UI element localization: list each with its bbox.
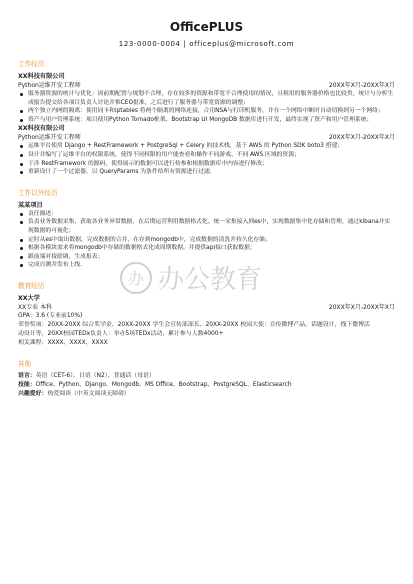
job-bullet: 于涉 RestFramework 的源码，使得展示的数据可以进行传参和根据数据库中内容进行修改； [28,160,395,169]
hobbies-value: 热爱阅读（中英文阅读无障碍） [47,390,130,397]
job-role: Python运维开发工程师 [18,134,81,142]
languages-line [18,372,395,381]
section-title-work: 工作经历 [18,60,45,68]
hobbies-line [18,390,395,399]
job-bullet: 资产与用户管理系统：项目使用Python Tornado框架、Bootstrap UI MongoDB 数据库进行开发，最终实现了资产和用户管理系统； [28,116,395,125]
languages-value: 英语（CET-6），日语（N2），普通话（母语） [35,372,155,379]
candidate-name: OfficePLUS [169,20,244,34]
honors-line-1: 荣誉奖项：20XX-20XX 综合奖学金、20XX-20XX 学生会宣传部部长、20XX-20XX 校园大使：宣传微博产品，话题设计，线下微博活 [18,321,370,328]
project-bullet: 定时从es中取出数据，完成数据的合并，在存到mongodb中，完成数据的清洗并持久化存储； [28,236,395,245]
job-org: XX科技有限公司 [18,73,65,80]
job-period: 20XX年X月-20XX年X月 [328,82,395,89]
section-title-misc: 其他 [18,359,32,368]
job-row [18,81,395,90]
skills-label: 技能： [18,381,36,388]
gpa: GPA：3.6 (专业前10%) [18,312,83,319]
courses: 相关课程：XXXX、XXXX、XXXX [18,339,108,346]
watermark-text: 办公教育 [158,265,263,295]
contact-info: 123-0000-0004 | officeplus@microsoft.com [118,40,295,48]
project-bullet: 责任描述： [28,210,395,219]
languages-label: 语言： [18,372,36,379]
job-bullet: 运维平台使用 Django + RestFramework + PostgreSql + Celery 的技术栈，基于 AWS 的 Python SDK boto3 搭建； [28,142,395,151]
skills-line [18,381,395,390]
job-entry [18,124,395,176]
job-role: Python运维开发工程师 [18,82,81,89]
skills-value: Office、Python、Django、Mongodb、MS Office、Bootstrap、PostgreSQL、Elasticsearch [35,381,292,388]
section-title-other: 工作以外经历 [18,188,58,197]
job-period: 20XX年X月-20XX年X月 [328,134,395,142]
job-row [18,133,395,142]
job-org: XX科技有限公司 [18,125,65,133]
project-bullet: 跟前端对接联调，生成报表； [28,253,395,262]
hobbies-label: 兴趣爱好： [18,390,48,397]
honors-line-2: 动设计等、20XX校园TEDx负责人：举办5场TEDx活动，累计参与人数4000+ [18,330,224,337]
project-bullet: 完成自测并发布上线. [28,261,395,270]
svg-text:办: 办 [127,269,145,288]
job-entry [18,72,395,124]
job-bullet: 服务器资源的统计与优化：因前期配置与规划不合理，存在较多的资源和带宽不合理使用的情况，且租用的服务器价格也比较贵，统计与分析生成报告提交给各项目负责人讨论并推CEO批准，之后进行了服务器与带宽资源的调整； [28,91,394,106]
job-bullets [18,90,395,124]
project-bullets [18,210,395,270]
education-period: 20XX年X月-20XX年X月 [328,303,395,311]
school-name: XX大学 [18,294,40,302]
project-bullet: 根据各模块需求将mongodb中存储的数据格式化成周期数据，并提供api接口获取数据； [28,244,395,253]
project-name: 某某项目 [18,201,43,209]
education-row [18,303,395,312]
job-bullet: 设计并编写了运维平台的权限系统，使得不同权限的用户能查看和操作不同游戏、不同 AWS 区域的资源； [28,151,395,160]
job-bullets [18,142,395,176]
project-bullet: 负责业务数据采集、获取各业务异常数据，在后期运营利用数据格式化、统一采集接入到es中，实现数据集中化存储和管理，通过kibana并实现数据的可视化； [28,218,395,235]
job-bullet: 两个独立内网的隔离：使用同卡和iptables 将两个隔离的网络连接，合用NSA与打印机服务，并在一个网络中断时自动切换到另一个网络； [28,107,395,116]
major: XX专业 本科 [18,303,53,311]
section-title-education: 教育经历 [18,281,45,290]
job-bullet: 重新设计了一个过滤器，以 QueryParams 为条件给所有资源进行过滤. [28,168,395,177]
